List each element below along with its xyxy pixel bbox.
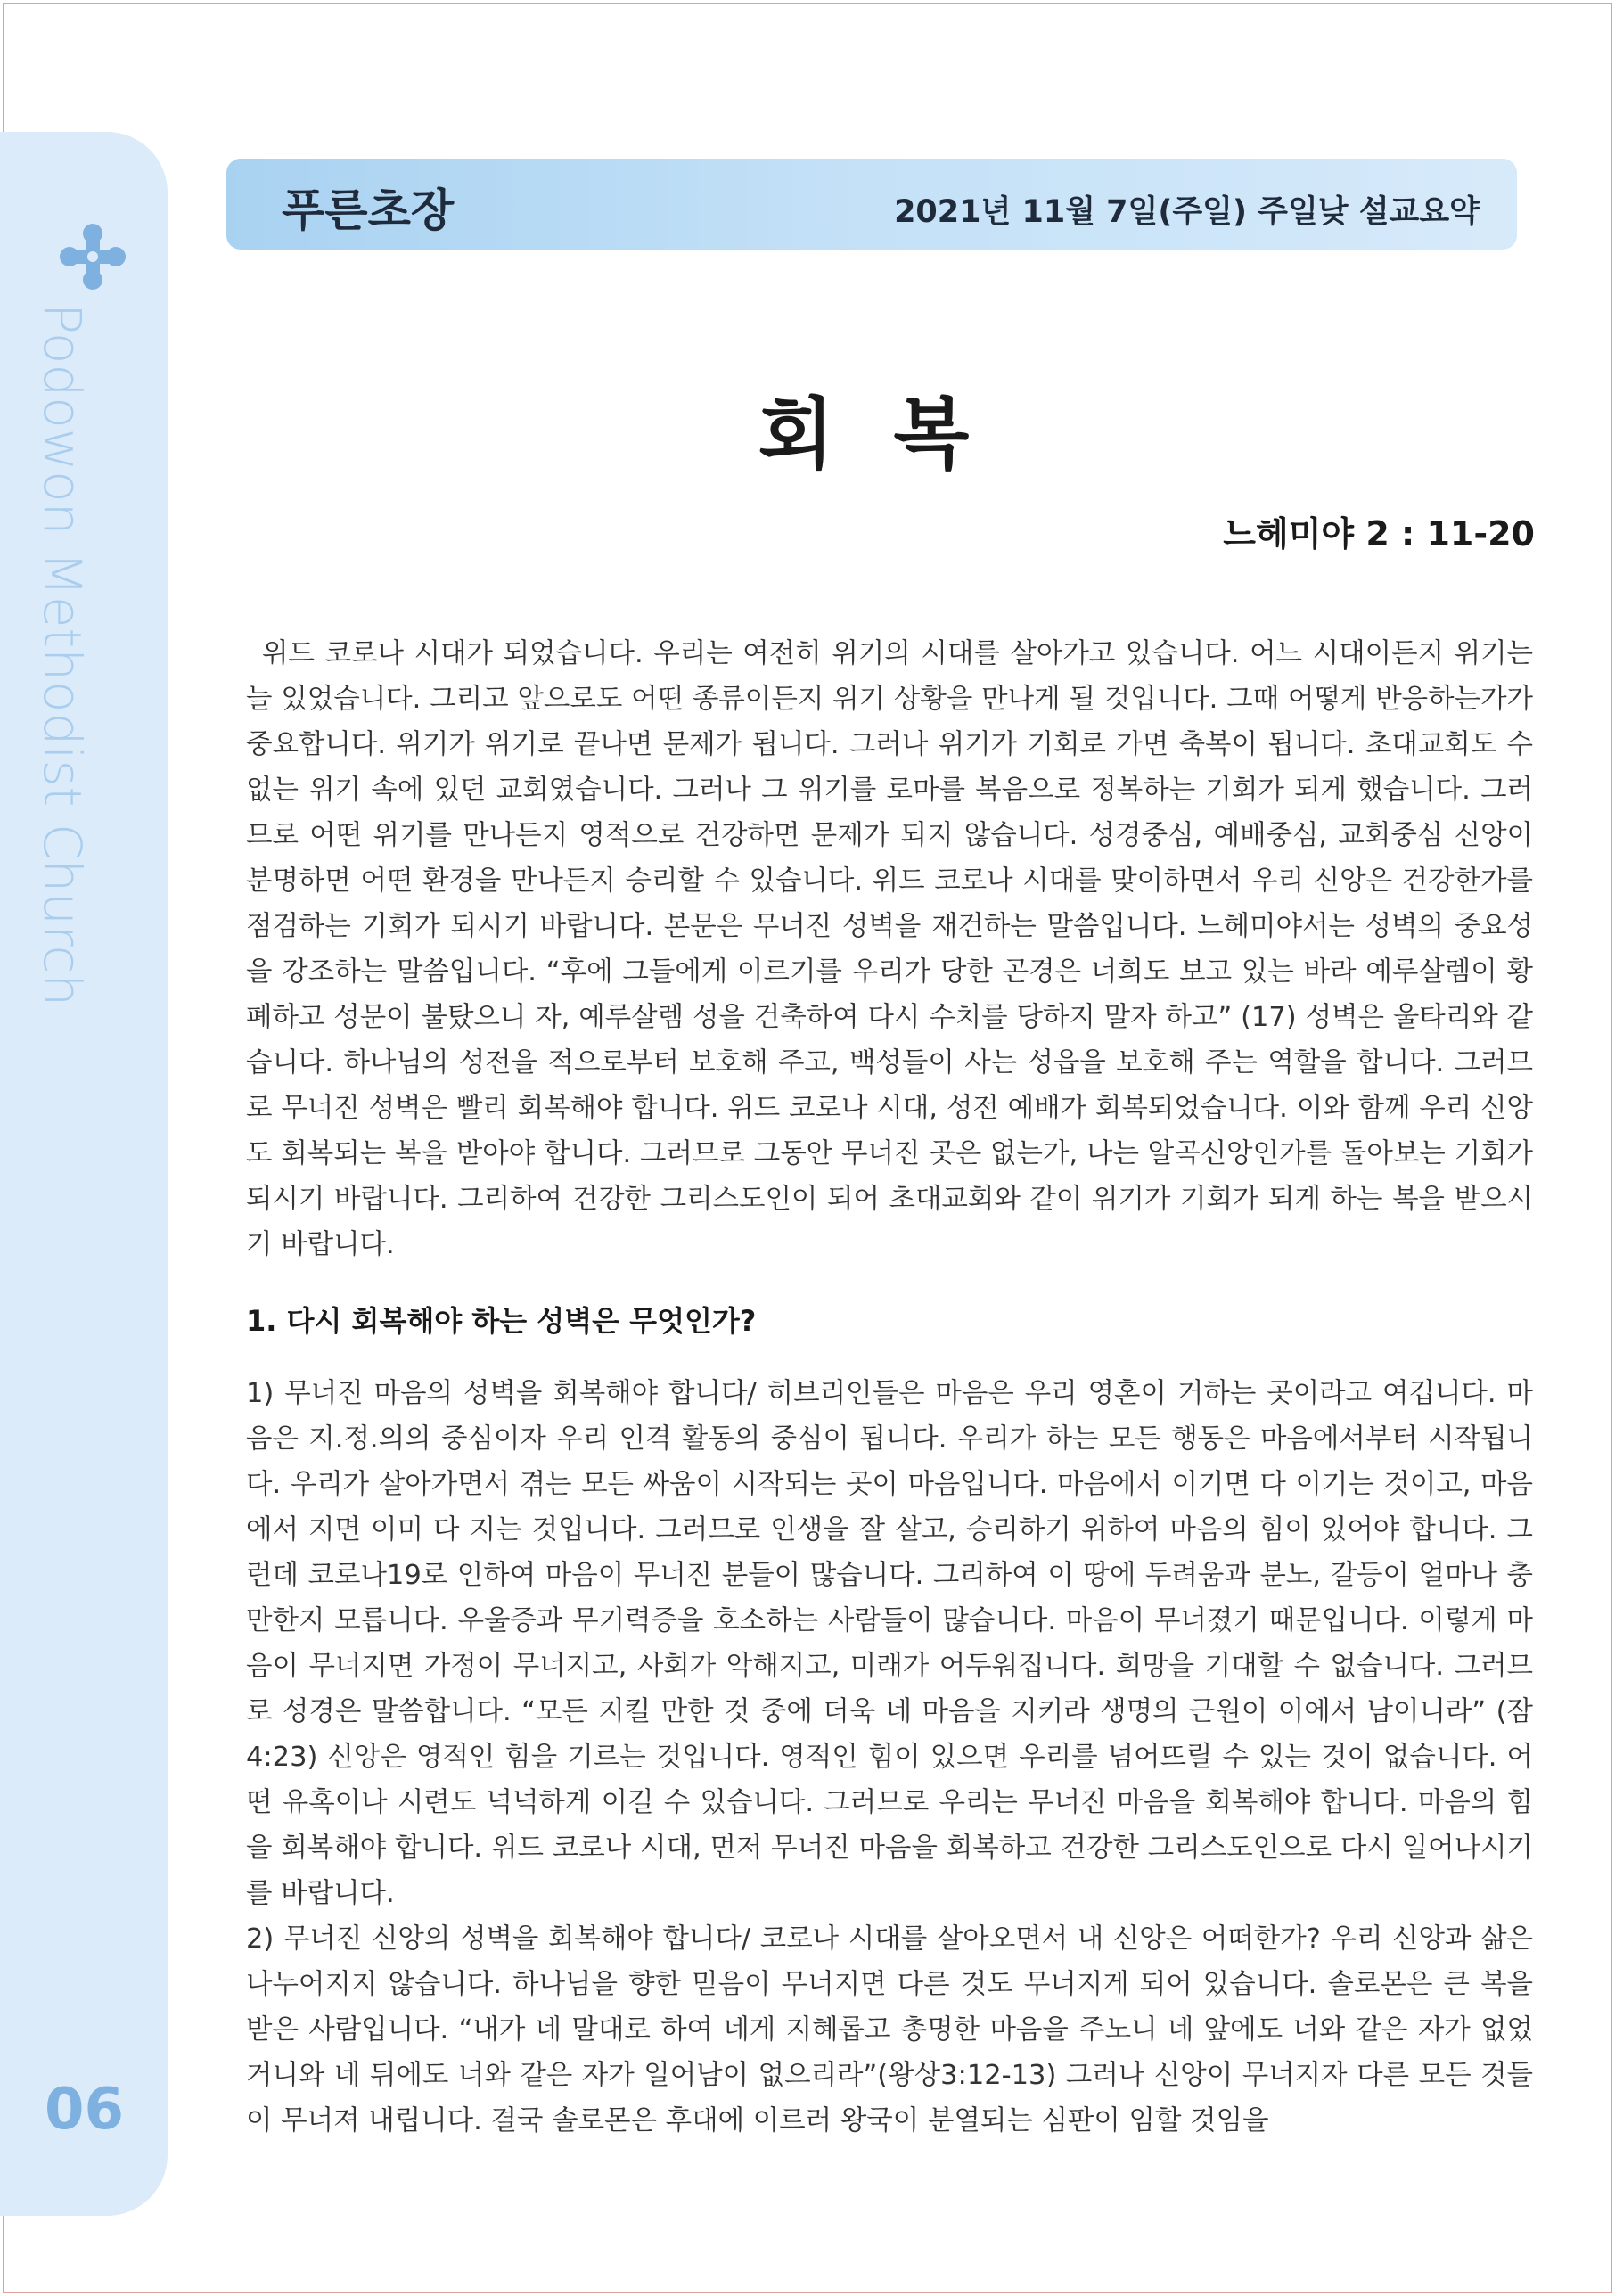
point-1-paragraph: 1) 무너진 마음의 성벽을 회복해야 합니다/ 히브리인들은 마음은 우리 영혼이 거하는 곳이라고 여깁니다. 마음은 지.정.의의 중심이자 우리 인격 활동의 중심이 됩니다. 우리가 하는 모든 행동은 마음에서부터 시작됩니다. 우리가 살아가면서 겪는 모든 싸움이 시작되는 곳이 마음입니다. 마음에서 이기면 다 이기는 것이고, 마음에서 지면 이미 다 지는 것입니다. 그러므로 인생을 잘 살고, 승리하기 위하여 마음의 힘이 있어야 합니다. 그런데 코로나19로 인하여 마음이 무너진 분들이 많습니다. 그리하여 이 땅에 두려움과 분노, 갈등이 얼마나 충만한지 모릅니다. 우울증과 무기력증을 호소하는 사람들이 많습니다. 마음이 무너졌기 때문입니다. 이렇게 마음이 무너지면 가정이 무너지고, 사회가 악해지고, 미래가 어두워집니다. 희망을 기대할 수 없습니다. 그러므로 성경은 말씀합니다. “모든 지킬 만한 것 중에 더욱 네 마음을 지키라 생명의 근원이 이에서 남이니라” (잠4:23) 신앙은 영적인 힘을 기르는 것입니다. 영적인 힘이 있으면 우리를 넘어뜨릴 수 있는 것이 없습니다. 어떤 유혹이나 시련도 넉넉하게 이길 수 있습니다. 그러므로 우리는 무너진 마음을 회복해야 합니다. 마음의 힘을 회복해야 합니다. 위드 코로나 시대, 먼저 무너진 마음을 회복하고 건강한 그리스도인으로 다시 일어나시기를 바랍니다. (246, 1378, 1533, 1909)
page-number: 06 (45, 2077, 125, 2143)
section-title: 푸른초장 (282, 184, 455, 236)
section-heading: 1. 다시 회복해야 하는 성벽은 무엇인가? (246, 1304, 757, 1338)
date-label: 2021년 11월 7일(주일) 주일낮 설교요약 (894, 194, 1480, 230)
header-banner (226, 159, 1517, 250)
intro-paragraph: 위드 코로나 시대가 되었습니다. 우리는 여전히 위기의 시대를 살아가고 있습니다. 어느 시대이든지 위기는 늘 있었습니다. 그리고 앞으로도 어떤 종류이든지 위기 상황을 만나게 될 것입니다. 그때 어떻게 반응하는가가 중요합니다. 위기가 위기로 끝나면 문제가 됩니다. 그러나 위기가 기회로 가면 축복이 됩니다. 초대교회도 수 없는 위기 속에 있던 교회였습니다. 그러나 그 위기를 로마를 복음으로 정복하는 기회가 되게 했습니다. 그러므로 어떤 위기를 만나든지 영적으로 건강하면 문제가 되지 않습니다. 성경중심, 예배중심, 교회중심 신앙이 분명하면 어떤 환경을 만나든지 승리할 수 있습니다. 위드 코로나 시대를 맞이하면서 우리 신앙은 건강한가를 점검하는 기회가 되시기 바랍니다. 본문은 무너진 성벽을 재건하는 말씀입니다. 느헤미야서는 성벽의 중요성을 강조하는 말씀입니다. “후에 그들에게 이르기를 우리가 당한 곤경은 너희도 보고 있는 바라 예루살렘이 황폐하고 성문이 불탔으니 자, 예루살렘 성을 건축하여 다시 수치를 당하지 말자 하고” (17) 성벽은 울타리와 같습니다. 하나님의 성전을 적으로부터 보호해 주고, 백성들이 사는 성읍을 보호해 주는 역할을 합니다. 그러므로 무너진 성벽은 빨리 회복해야 합니다. 위드 코로나 시대, 성전 예배가 회복되었습니다. 이와 함께 우리 신앙도 회복되는 복을 받아야 합니다. 그러므로 그동안 무너진 곳은 없는가, 나는 알곡신앙인가를 돌아보는 기회가 되시기 바랍니다. 그리하여 건강한 그리스도인이 되어 초대교회와 같이 위기가 기회가 되게 하는 복을 받으시기 바랍니다. (246, 638, 1533, 1260)
cross-flower-icon (59, 223, 127, 291)
scripture-reference: 느헤미야 2 : 11-20 (1223, 514, 1535, 554)
sermon-body (246, 631, 1533, 2144)
point-2-paragraph: 2) 무너진 신앙의 성벽을 회복해야 합니다/ 코로나 시대를 살아오면서 내 신앙은 어떠한가? 우리 신앙과 삶은 나누어지지 않습니다. 하나님을 향한 믿음이 무너지면 다른 것도 무너지게 되어 있습니다. 솔로몬은 큰 복을 받은 사람입니다. “내가 네 말대로 하여 네게 지혜롭고 총명한 마음을 주노니 네 앞에도 너와 같은 자가 없었거니와 네 뒤에도 너와 같은 자가 일어남이 없으리라”(왕상3:12-13) 그러나 신앙이 무너지자 다른 모든 것들이 무너져 내립니다. 결국 솔로몬은 후대에 이르러 왕국이 분열되는 심판이 임할 것임을 (246, 1923, 1533, 2136)
sermon-title: 회 복 (758, 388, 986, 480)
church-name: Podowon Methodist Church (32, 303, 93, 1007)
side-bar (0, 132, 168, 2216)
